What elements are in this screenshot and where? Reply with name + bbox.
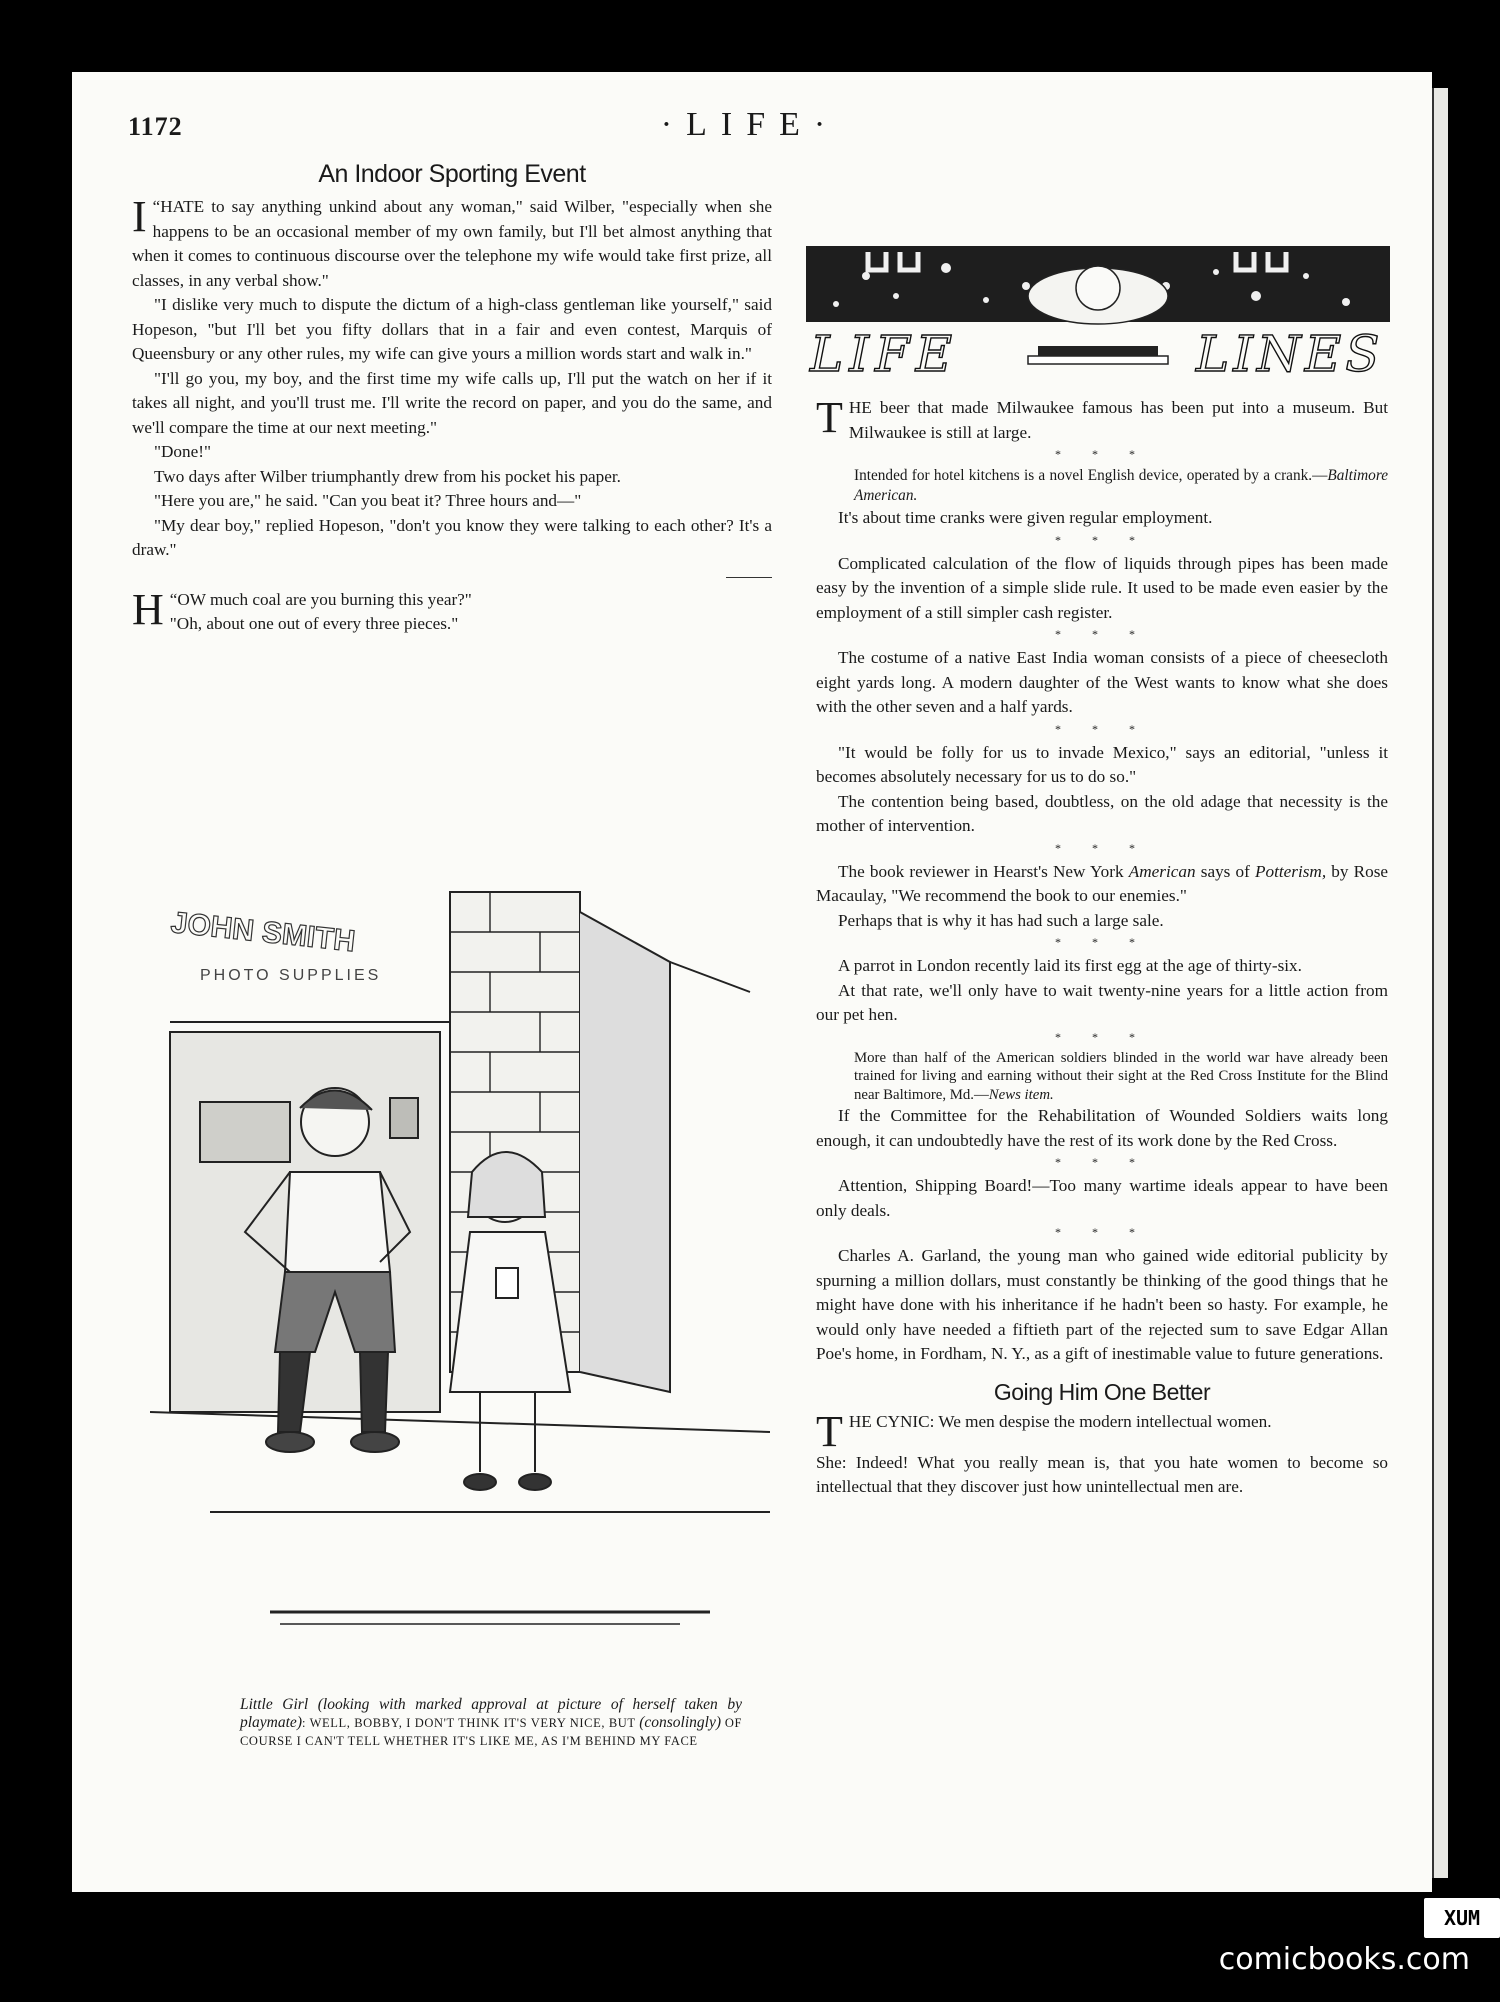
drop-cap: I [132,192,147,241]
caption-speech-2: OF COURSE I CAN'T TELL WHETHER IT'S LIKE ME, AS I'M BEHIND MY FACE [240,1716,743,1748]
item-text: The book reviewer in Hearst's New York [838,861,1129,881]
shop-sign-subtitle: PHOTO SUPPLIES [200,967,382,984]
article-title: An Indoor Sporting Event [318,160,586,188]
open-quote: “ [152,197,161,216]
separator: * * * [1055,721,1149,736]
lifeline-item: It's about time cranks were given regular employment. [838,508,1213,527]
item-text: HE beer that made Milwaukee famous has been put into a museum. But Milwaukee is still at large. [848,398,1388,442]
quoted-text: Intended for hotel kitchens is a novel English device, operated by a crank.— [854,467,1328,484]
drop-cap: T [816,393,843,442]
item-text: says of [1195,861,1255,881]
article-paragraph: Two days after Wilber triumphantly drew from his pocket his paper. [154,466,621,486]
paragraph-text: HATE to say anything unkind about any woman," said Wilber, "especially when she happens to be an occasional member of my own family, but I'll bet almost anything that when it comes to continuous discourse over the telephone my wife would take first prize, all classes, in any verbal show." [132,197,772,290]
lifeline-item: Attention, Shipping Board!—Too many wartime ideals appear to have been only deals. [816,1176,1388,1220]
open-quote: “ [169,589,178,609]
caption-speech-1: : WELL, BOBBY, I DON'T THINK IT'S VERY NICE, BUT [301,1716,640,1730]
lifeline-item: The contention being based, doubtless, on the old adage that necessity is the mother of intervention. [816,791,1388,835]
separator: * * * [1055,935,1149,949]
article-paragraph [132,192,772,293]
lifeline-item: Charles A. Garland, the young man who gained wide editorial publicity by spurning a million dollars, must constantly be thinking of the good things that he might have done with his inheritance if he hadn't been so hasty. For example, he would only have needed a fiftieth part of the rejected sum to save Edgar Allan Poe's home, in Fordham, N. Y., as a gift of inestimable value to future generations. [816,1246,1388,1363]
life-lines-banner [806,246,1390,386]
divider [726,577,772,578]
dialogue-line [816,1406,1388,1456]
article-title: Going Him One Better [993,1378,1211,1405]
joke-answer: "Oh, about one out of every three pieces." [169,614,459,633]
banner-left-word: LIFE [810,325,959,383]
speaker-label: She: [816,1452,847,1472]
joke-question: OW much coal are you burning this year?" [177,589,472,609]
illustration-caption [240,1696,742,1750]
lifeline-item: "It would be folly for us to invade Mexico," says an editorial, "unless it becomes absolutely necessary for us to do so." [816,742,1388,786]
article-paragraph: "I'll go you, my boy, and the first time my wife calls up, I'll put the watch on her if it takes all night, and you'll trust me. I'll write the record on paper, and you do the same, and we'll compare the time at our next meeting." [132,368,772,437]
quoted-attribution: News item. [988,1086,1054,1103]
dialogue-text: We men despise the modern intellectual women. [934,1411,1272,1431]
lifeline-item [816,393,1388,445]
article-paragraph: "Done!" [154,442,211,461]
banner-right-word: LINES [1196,325,1384,383]
separator: * * * [1055,1029,1149,1044]
facing-page-edge [1432,88,1448,1878]
separator: * * * [1055,447,1149,461]
separator: * * * [1055,840,1149,855]
drop-cap: H [132,584,164,634]
separator: * * * [1055,532,1149,547]
item-text: by Rose Macaulay, "We recommend the book to our enemies." [816,861,1389,905]
quoted-source [816,1049,1388,1105]
watermark-site: comicbooks.com [1218,1942,1470,1977]
page-number: 1172 [128,112,183,141]
lifeline-item [816,860,1388,909]
quoted-attribution: Baltimore American. [854,467,1388,504]
caption-aside: (consolingly) [639,1714,722,1731]
quoted-source [816,466,1388,506]
drop-cap: T [816,1406,843,1456]
lifeline-item: At that rate, we'll only have to wait twenty-nine years for a little action from our pet hen. [816,980,1388,1024]
lifeline-item: The costume of a native East India woman consists of a piece of cheesecloth eight yards long. A modern daughter of the West wants to know what she does with the other seven and a half yards. [816,648,1388,716]
watermark-badge: XUM [1424,1898,1500,1938]
book-title: Potterism, [1255,861,1327,881]
lifeline-item: Perhaps that is why it has had such a large sale. [838,910,1164,930]
speaker-label: HE CYNIC: [848,1411,935,1431]
illustration-children-shop [150,872,770,1642]
separator: * * * [1055,627,1149,641]
dialogue-text: Indeed! What you really mean is, that you hate women to become so intellectual that they discover just how unintellectual men are. [816,1452,1388,1496]
caption-lead: Little Girl (looking with marked approval at picture of herself taken by playmate) [240,1696,742,1731]
dialogue-line [816,1451,1388,1500]
lifeline-item: Complicated calculation of the flow of liquids through pipes has been made easy by the invention of a simple slide rule. It used to be made even easier by the employment of a still simpler cash register. [816,553,1388,622]
quoted-text: More than half of the American soldiers blinded in the world war have already been trained for living and earning without their sight at the Red Cross Institute for the Blind near Baltimore, Md.— [854,1049,1388,1103]
right-column [816,393,1389,1500]
lifeline-item: A parrot in London recently laid its first egg at the age of thirty-six. [838,956,1302,975]
publication-name: American [1128,861,1196,881]
separator: * * * [1055,1225,1149,1239]
joke-paragraph [132,584,772,637]
shop-sign-name: JOHN SMITH [169,906,357,959]
lifeline-item: If the Committee for the Rehabilitation of Wounded Soldiers waits long enough, it can undoubtedly have the rest of its work done by the Red Cross. [816,1106,1388,1150]
left-column [132,160,772,637]
article-paragraph: "Here you are," he said. "Can you beat it? Three hours and—" [154,491,582,510]
article-paragraph: "My dear boy," replied Hopeson, "don't you know they were talking to each other? It's a draw." [132,515,772,559]
separator: * * * [1055,1155,1149,1169]
article-paragraph: "I dislike very much to dispute the dictum of a high-class gentleman like yourself," said Hopeson, "but I'll bet you fifty dollars that in a fair and even contest, Marquis of Queensbury or any other rules, my wife can give yours a million words start and walk in." [132,295,772,363]
masthead: ·LIFE· [660,106,840,143]
